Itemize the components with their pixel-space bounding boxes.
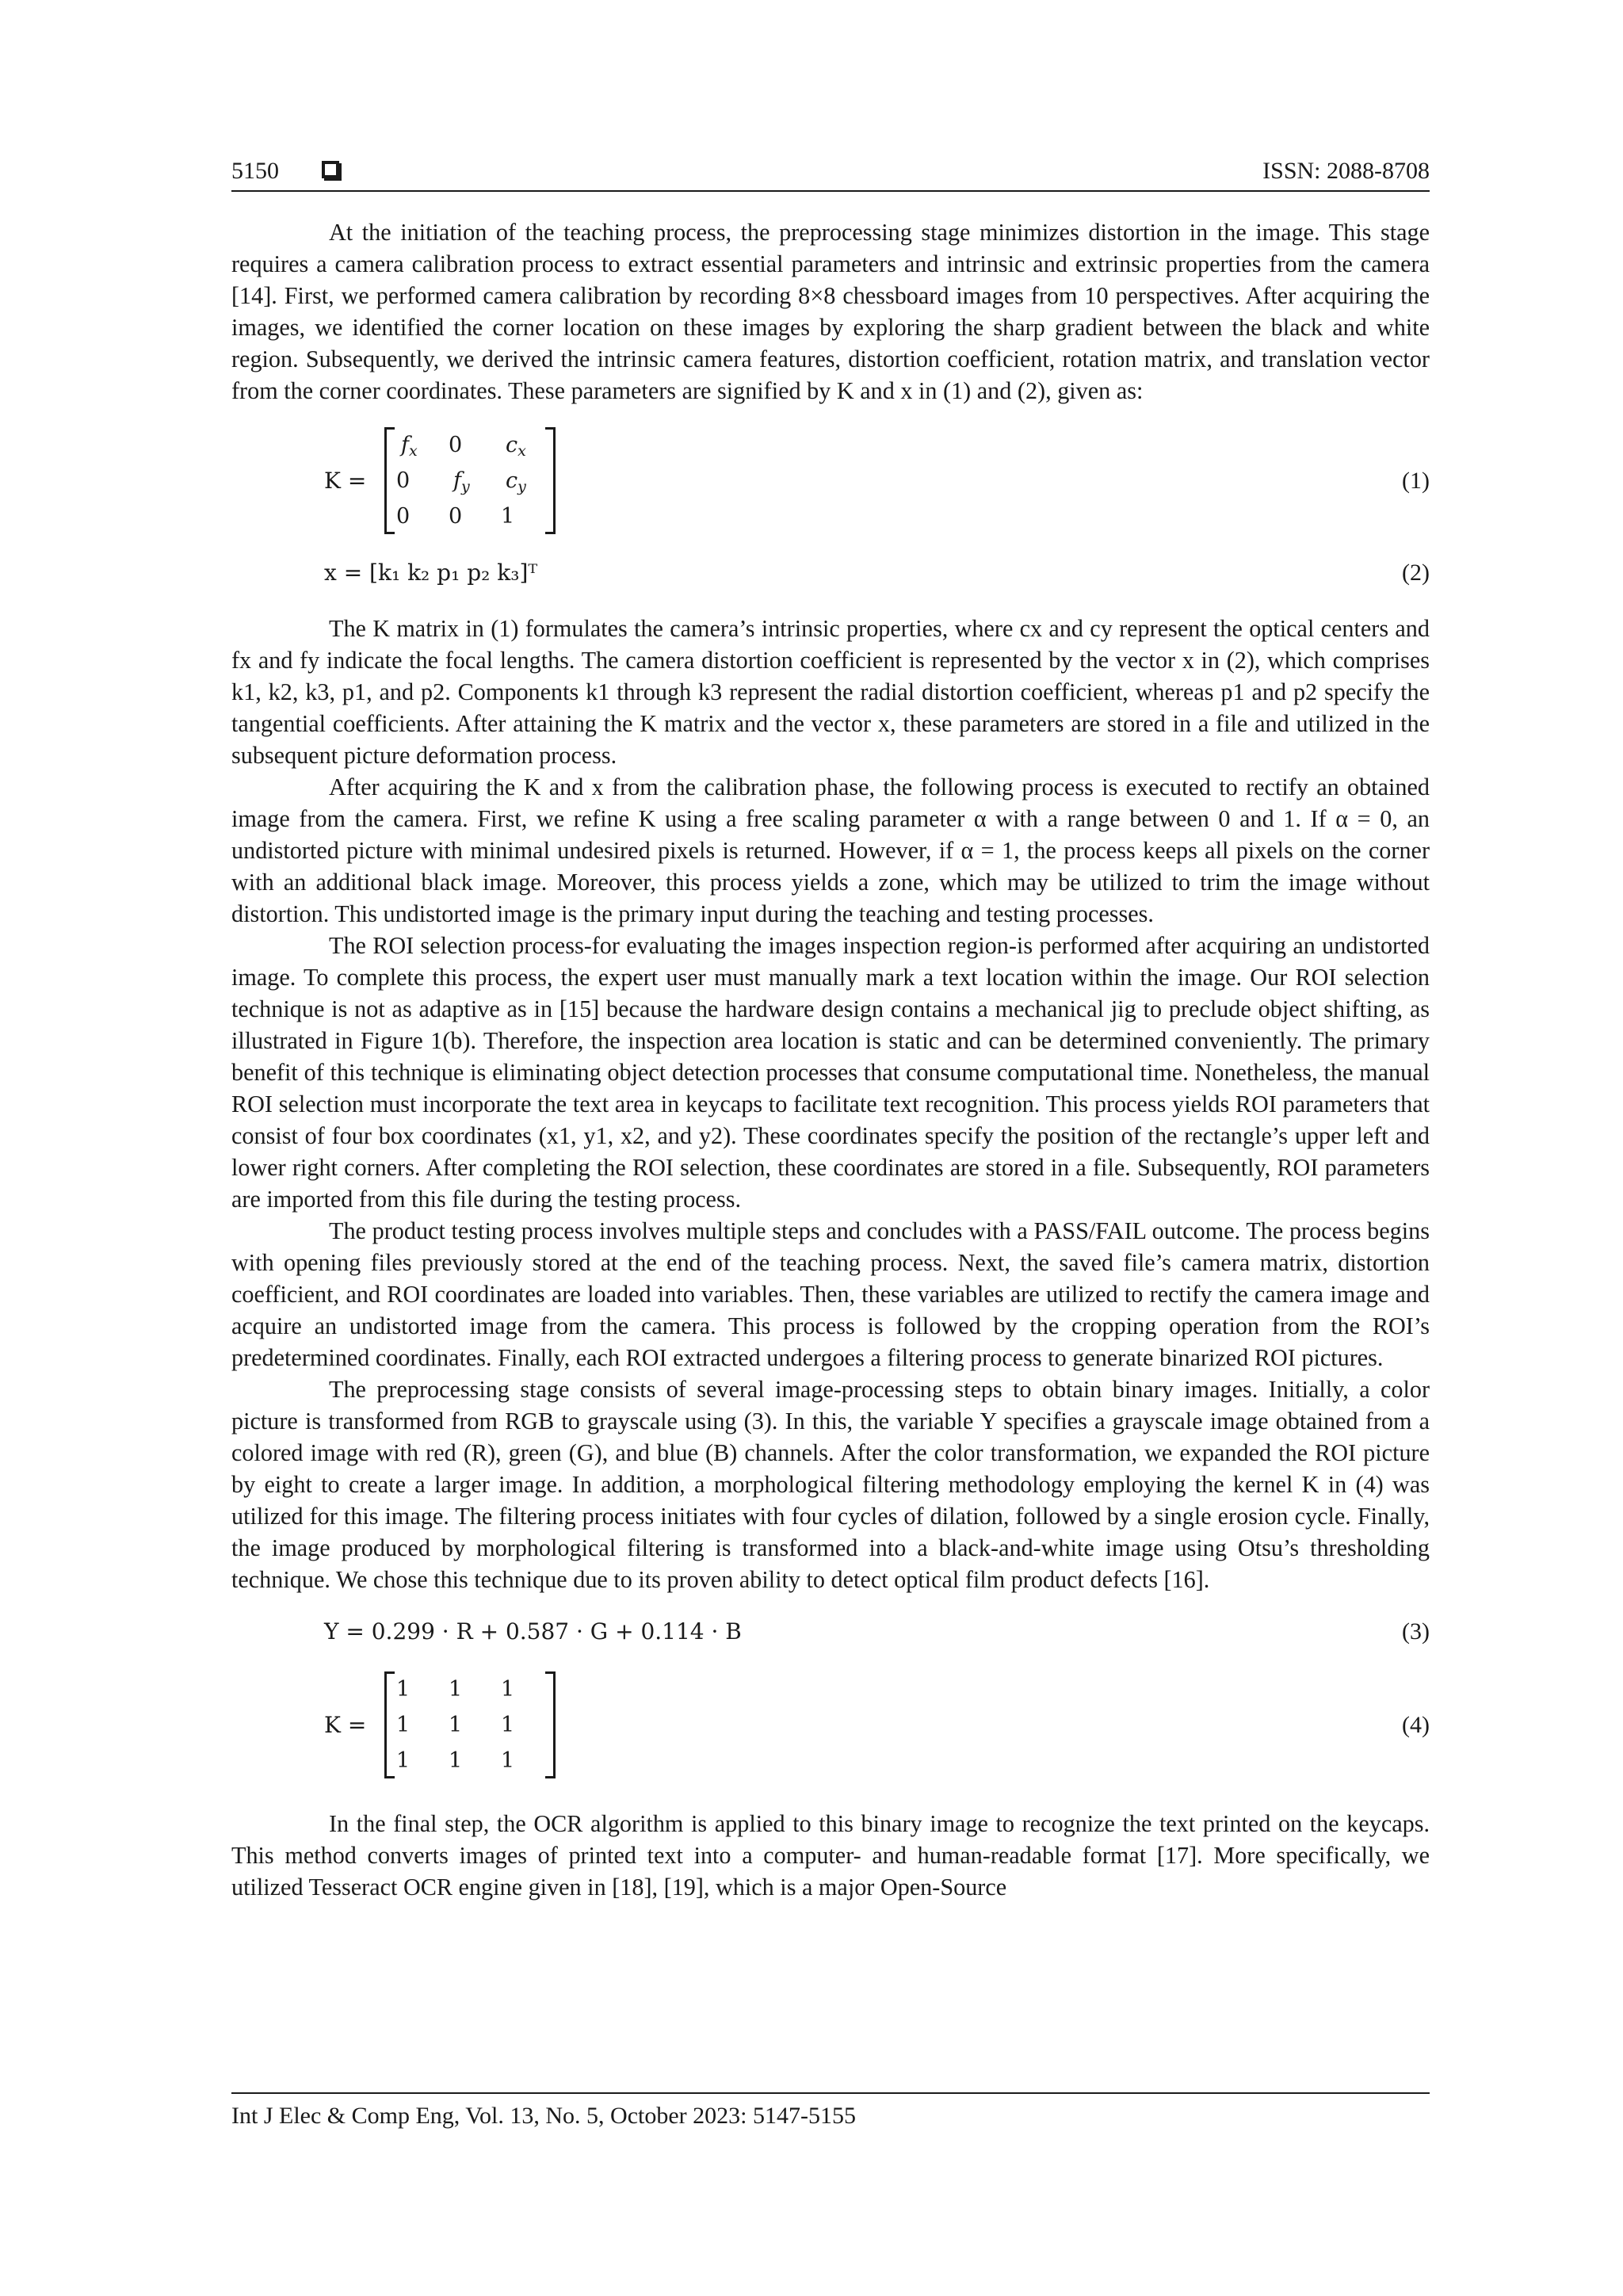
equation-1-number: (1)	[1402, 468, 1430, 494]
matrix-cell: 1	[501, 504, 515, 529]
equation-3	[231, 1616, 1430, 1671]
matrix-cell: 0	[396, 504, 411, 529]
equation-4	[231, 1671, 1430, 1790]
paragraph-calibration: At the initiation of the teaching process, the preprocessing stage minimizes distortion in the image. This stage requires a camera calibration process to extract essential parameters and intrinsic and extrinsic properties from the camera [14]. First, we performed camera calibration by recording 8×8 chessboard images from 10 perspectives. After acquiring the images, we identified the corner location on these images by exploring the sharp gradient between the black and white region. Subsequently, we derived the intrinsic camera features, distortion coefficient, rotation matrix, and translation vector from the corner coordinates. These parameters are signified by K and x in (1) and (2), given as:	[231, 219, 1430, 404]
header-divider	[231, 190, 1430, 192]
equation-4-number: (4)	[1402, 1712, 1430, 1738]
matrix-cell: 1	[501, 1713, 515, 1737]
equation-1	[231, 427, 1430, 546]
matrix-cell: 1	[449, 1713, 463, 1737]
matrix-cell: $f_x$	[401, 433, 418, 460]
matrix-cell: 1	[449, 1748, 463, 1773]
equation-1-lhs: K =	[324, 468, 367, 494]
equation-4-lhs: K =	[324, 1712, 367, 1738]
equation-2	[231, 557, 1430, 613]
intrinsic-matrix	[384, 427, 556, 534]
matrix-cell: 0	[396, 468, 411, 493]
kernel-matrix	[384, 1671, 556, 1778]
matrix-cell: $c_y$	[506, 468, 526, 495]
matrix-cell: 1	[449, 1677, 463, 1702]
matrix-cell: $f_y$	[453, 468, 470, 495]
equation-3-number: (3)	[1402, 1618, 1430, 1645]
matrix-cell: 1	[501, 1748, 515, 1773]
article-body	[231, 216, 1430, 1903]
paragraph-intrinsics: The K matrix in (1) formulates the camera’s intrinsic properties, where cx and cy represent the optical centers and fx and fy indicate the focal lengths. The camera distortion coefficient is represented by the vector x in (2), which comprises k1, k2, k3, p1, and p2. Components k1 through k3 represent the radial distortion coefficient, whereas p1 and p2 specify the tangential coefficients. After attaining the K matrix and the vector x, these parameters are stored in a file and utilized in the subsequent picture deformation process.	[231, 615, 1430, 769]
matrix-cell: 1	[396, 1677, 411, 1702]
page-header	[231, 155, 1430, 193]
matrix-cell: 1	[396, 1748, 411, 1773]
paragraph-ocr: In the final step, the OCR algorithm is applied to this binary image to recognize the text printed on the keycaps. This method converts images of printed text into a computer- and human-readable format [17]. More specifically, we utilized Tesseract OCR engine given in [18], [19], which is a major Open-Source	[231, 1810, 1430, 1901]
paragraph-product-testing: The product testing process involves multiple steps and concludes with a PASS/FAIL outcome. The process begins with opening files previously stored at the end of the teaching process. Next, the saved file’s camera matrix, distortion coefficient, and ROI coordinates are loaded into variables. Then, these variables are utilized to rectify the camera image and acquire an undistorted image from the camera. This process is followed by the cropping operation from the ROI’s predetermined coordinates. Finally, each ROI extracted undergoes a filtering process to generate binarized ROI pictures.	[231, 1217, 1430, 1371]
equation-2-text: x = [k₁ k₂ p₁ p₂ k₃]ᵀ	[324, 560, 538, 586]
matrix-cell: $c_x$	[506, 433, 526, 460]
equation-2-number: (2)	[1402, 560, 1430, 586]
matrix-cell: 0	[449, 433, 463, 457]
footer-divider	[231, 2092, 1430, 2094]
checkbox-square-icon	[322, 161, 339, 178]
issn-label: ISSN: 2088-8708	[1262, 158, 1430, 184]
paragraph-roi-selection: The ROI selection process-for evaluating the images inspection region-is performed after acquiring an undistorted image. To complete this process, the expert user must manually mark a text location within the image. Our ROI selection technique is not as adaptive as in [15] because the hardware design contains a mechanical jig to preclude object shifting, as illustrated in Figure 1(b). Therefore, the inspection area location is static and can be determined conveniently. The primary benefit of this technique is eliminating object detection processes that consume computational time. Nonetheless, the manual ROI selection must incorporate the text area in keycaps to facilitate text recognition. This process yields ROI parameters that consist of four box coordinates (x1, y1, x2, and y2). These coordinates specify the position of the rectangle’s upper left and lower right corners. After completing the ROI selection, these coordinates are stored in a file. Subsequently, ROI parameters are imported from this file during the testing process.	[231, 932, 1430, 1213]
matrix-cell: 1	[396, 1713, 411, 1737]
paragraph-rectification: After acquiring the K and x from the calibration phase, the following process is executed to rectify an obtained image from the camera. First, we refine K using a free scaling parameter α with a range between 0 and 1. If α = 0, an undistorted picture with minimal undesired pixels is returned. However, if α = 1, the process keeps all pixels on the corner with an additional black image. Moreover, this process yields a zone, which may be utilized to trim the image without distortion. This undistorted image is the primary input during the teaching and testing processes.	[231, 774, 1430, 927]
paragraph-preprocessing: The preprocessing stage consists of several image-processing steps to obtain binary images. Initially, a color picture is transformed from RGB to grayscale using (3). In this, the variable Y specifies a grayscale image obtained from a colored image with red (R), green (G), and blue (B) channels. After the color transformation, we expanded the ROI picture by eight to create a larger image. In addition, a morphological filtering methodology employing the kernel K in (4) was utilized for this image. The filtering process initiates with four cycles of dilation, followed by a single erosion cycle. Finally, the image produced by morphological filtering is transformed into a black-and-white image using Otsu’s thresholding technique. We chose this technique due to its proven ability to detect optical film product defects [16].	[231, 1376, 1430, 1593]
matrix-cell: 0	[449, 504, 463, 529]
page-number: 5150	[231, 158, 279, 184]
matrix-cell: 1	[501, 1677, 515, 1702]
equation-3-text: Y = 0.299 · R + 0.587 · G + 0.114 · B	[324, 1618, 742, 1645]
journal-citation: Int J Elec & Comp Eng, Vol. 13, No. 5, October 2023: 5147-5155	[231, 2103, 856, 2129]
